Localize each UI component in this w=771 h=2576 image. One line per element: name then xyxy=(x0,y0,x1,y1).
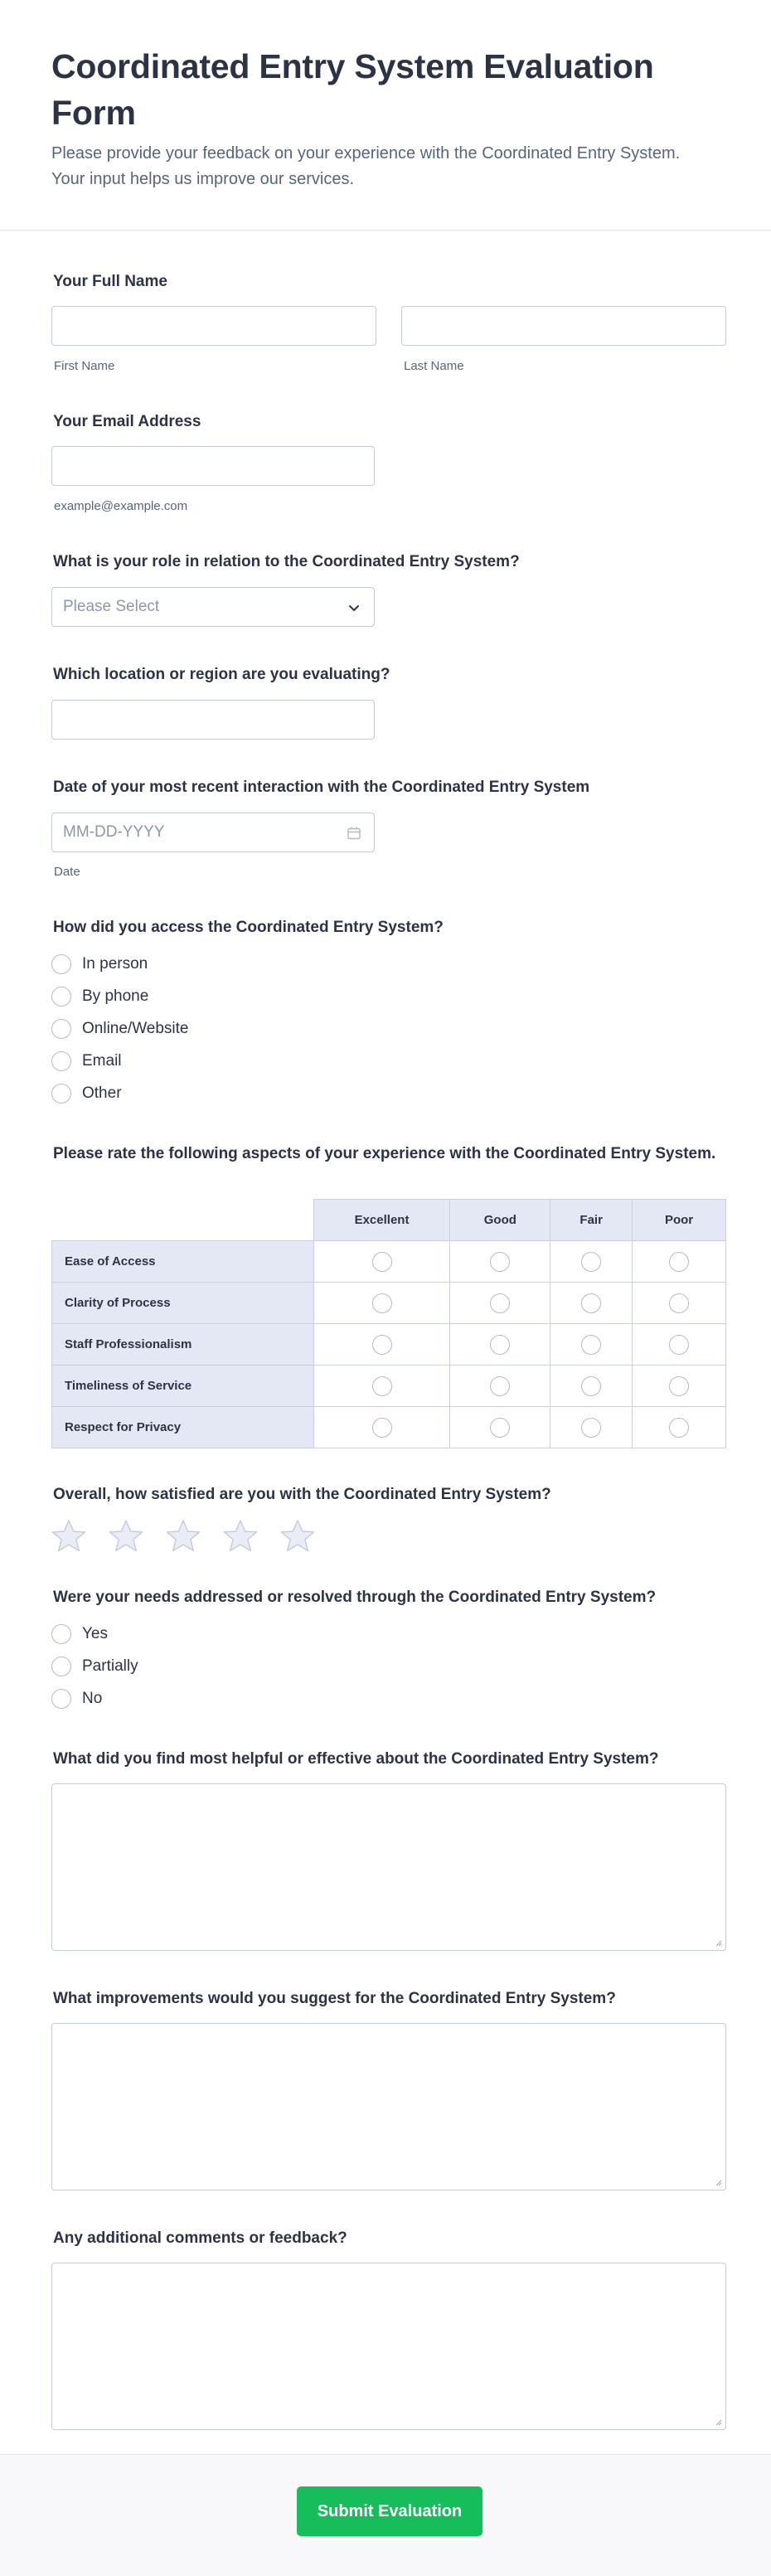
star-icon[interactable] xyxy=(280,1519,315,1554)
star-icon[interactable] xyxy=(166,1519,201,1554)
improvements-textarea[interactable] xyxy=(51,2023,726,2190)
matrix-row-staff-professionalism xyxy=(52,1324,726,1366)
radio-button[interactable] xyxy=(51,1657,71,1676)
radio-button[interactable] xyxy=(372,1293,392,1313)
radio-button[interactable] xyxy=(51,1624,71,1644)
matrix-cell[interactable] xyxy=(633,1407,726,1448)
radio-button[interactable] xyxy=(51,1019,71,1039)
matrix-cell[interactable] xyxy=(633,1241,726,1283)
matrix-row-label: Respect for Privacy xyxy=(52,1407,314,1448)
matrix-cell[interactable] xyxy=(550,1407,633,1448)
matrix-row-label: Timeliness of Service xyxy=(52,1366,314,1407)
matrix-cell[interactable] xyxy=(313,1324,450,1366)
matrix-cell[interactable] xyxy=(450,1407,550,1448)
radio-button[interactable] xyxy=(51,1689,71,1709)
matrix-cell[interactable] xyxy=(633,1366,726,1407)
radio-button[interactable] xyxy=(51,1051,71,1071)
needs-option-no[interactable]: No xyxy=(51,1689,102,1709)
matrix-cell[interactable] xyxy=(450,1324,550,1366)
access-option-online[interactable]: Online/Website xyxy=(51,1019,189,1039)
form-description: Please provide your feedback on your experience with the Coordinated Entry System. Your input helps us improve our services. xyxy=(51,144,681,188)
email-sublabel: example@example.com xyxy=(54,499,188,513)
satisfaction-label: Overall, how satisfied are you with the Coordinated Entry System? xyxy=(53,1486,551,1503)
radio-button[interactable] xyxy=(581,1418,601,1438)
radio-button[interactable] xyxy=(669,1376,689,1396)
needs-option-yes[interactable]: Yes xyxy=(51,1624,108,1644)
matrix-cell[interactable] xyxy=(550,1283,633,1324)
comments-textarea[interactable] xyxy=(51,2263,726,2430)
date-sublabel: Date xyxy=(54,865,80,879)
access-option-other[interactable]: Other xyxy=(51,1084,122,1104)
access-label: How did you access the Coordinated Entry System? xyxy=(53,919,444,936)
matrix-cell[interactable] xyxy=(550,1324,633,1366)
first-name-input[interactable] xyxy=(51,306,376,346)
form-title: Coordinated Entry System Evaluation Form xyxy=(51,47,654,132)
matrix-row-clarity-of-process xyxy=(52,1283,726,1324)
location-input[interactable] xyxy=(51,700,375,740)
matrix-col-fair: Fair xyxy=(550,1200,633,1241)
matrix-corner xyxy=(52,1200,314,1241)
radio-button[interactable] xyxy=(581,1252,601,1272)
access-option-in-person[interactable]: In person xyxy=(51,954,148,974)
radio-button[interactable] xyxy=(372,1335,392,1355)
matrix-header-row xyxy=(52,1200,726,1241)
helpful-textarea[interactable] xyxy=(51,1783,726,1951)
matrix-cell[interactable] xyxy=(550,1241,633,1283)
full-name-label: Your Full Name xyxy=(53,273,167,290)
date-label: Date of your most recent interaction with the Coordinated Entry System xyxy=(53,779,590,796)
last-name-sublabel: Last Name xyxy=(404,359,464,373)
radio-button[interactable] xyxy=(669,1335,689,1355)
role-label: What is your role in relation to the Coordinated Entry System? xyxy=(53,553,520,570)
last-name-input[interactable] xyxy=(401,306,726,346)
matrix-cell[interactable] xyxy=(313,1241,450,1283)
location-label: Which location or region are you evaluating? xyxy=(53,666,390,683)
matrix-row-label: Clarity of Process xyxy=(52,1283,314,1324)
date-input[interactable] xyxy=(51,813,375,852)
matrix-row-ease-of-access xyxy=(52,1241,726,1283)
submit-button[interactable]: Submit Evaluation xyxy=(297,2486,482,2536)
radio-button[interactable] xyxy=(669,1252,689,1272)
matrix-cell[interactable] xyxy=(450,1366,550,1407)
access-option-email[interactable]: Email xyxy=(51,1051,122,1071)
email-label: Your Email Address xyxy=(53,413,201,430)
improvements-label: What improvements would you suggest for the Coordinated Entry System? xyxy=(53,1990,616,2007)
comments-label: Any additional comments or feedback? xyxy=(53,2229,347,2247)
matrix-col-good: Good xyxy=(450,1200,550,1241)
helpful-label: What did you find most helpful or effective about the Coordinated Entry System? xyxy=(53,1750,659,1768)
form-header xyxy=(0,0,771,230)
radio-button[interactable] xyxy=(490,1418,510,1438)
resize-grip-icon[interactable] xyxy=(714,2418,722,2426)
radio-button[interactable] xyxy=(51,954,71,974)
radio-button[interactable] xyxy=(51,1084,71,1104)
matrix-cell[interactable] xyxy=(313,1407,450,1448)
access-option-by-phone[interactable]: By phone xyxy=(51,987,148,1007)
radio-button[interactable] xyxy=(669,1293,689,1313)
radio-button[interactable] xyxy=(490,1293,510,1313)
matrix-row-timeliness-of-service xyxy=(52,1366,726,1407)
radio-button[interactable] xyxy=(372,1418,392,1438)
radio-button[interactable] xyxy=(51,987,71,1007)
star-icon[interactable] xyxy=(223,1519,258,1554)
matrix-col-excellent: Excellent xyxy=(313,1200,450,1241)
matrix-cell[interactable] xyxy=(550,1366,633,1407)
needs-label: Were your needs addressed or resolved through the Coordinated Entry System? xyxy=(53,1589,657,1606)
date-placeholder: MM-DD-YYYY xyxy=(63,823,165,841)
calendar-icon[interactable] xyxy=(346,825,362,842)
matrix-cell[interactable] xyxy=(633,1283,726,1324)
radio-button[interactable] xyxy=(372,1376,392,1396)
star-rating xyxy=(51,1519,337,1554)
chevron-down-icon xyxy=(346,599,362,616)
matrix-row-label: Ease of Access xyxy=(52,1241,314,1283)
matrix-col-poor: Poor xyxy=(633,1200,726,1241)
matrix-row-label: Staff Professionalism xyxy=(52,1324,314,1366)
needs-option-partially[interactable]: Partially xyxy=(51,1657,138,1676)
radio-button[interactable] xyxy=(372,1252,392,1272)
rating-label: Please rate the following aspects of your experience with the Coordinated Entry System. xyxy=(53,1145,716,1162)
matrix-cell[interactable] xyxy=(450,1283,550,1324)
matrix-cell[interactable] xyxy=(450,1241,550,1283)
resize-grip-icon[interactable] xyxy=(714,2178,722,2186)
first-name-sublabel: First Name xyxy=(54,359,115,373)
matrix-row-respect-for-privacy xyxy=(52,1407,726,1448)
matrix-cell[interactable] xyxy=(313,1283,450,1324)
radio-button[interactable] xyxy=(581,1335,601,1355)
role-select[interactable] xyxy=(51,587,375,627)
role-select-placeholder: Please Select xyxy=(63,598,160,615)
radio-button[interactable] xyxy=(490,1376,510,1396)
radio-button[interactable] xyxy=(581,1293,601,1313)
radio-button[interactable] xyxy=(581,1376,601,1396)
radio-button[interactable] xyxy=(490,1252,510,1272)
email-input[interactable] xyxy=(51,446,375,486)
radio-button[interactable] xyxy=(490,1335,510,1355)
rating-matrix xyxy=(51,1199,726,1448)
resize-grip-icon[interactable] xyxy=(714,1938,722,1947)
star-icon[interactable] xyxy=(109,1519,143,1554)
star-icon[interactable] xyxy=(51,1519,86,1554)
matrix-cell[interactable] xyxy=(313,1366,450,1407)
matrix-cell[interactable] xyxy=(633,1324,726,1366)
radio-button[interactable] xyxy=(669,1418,689,1438)
